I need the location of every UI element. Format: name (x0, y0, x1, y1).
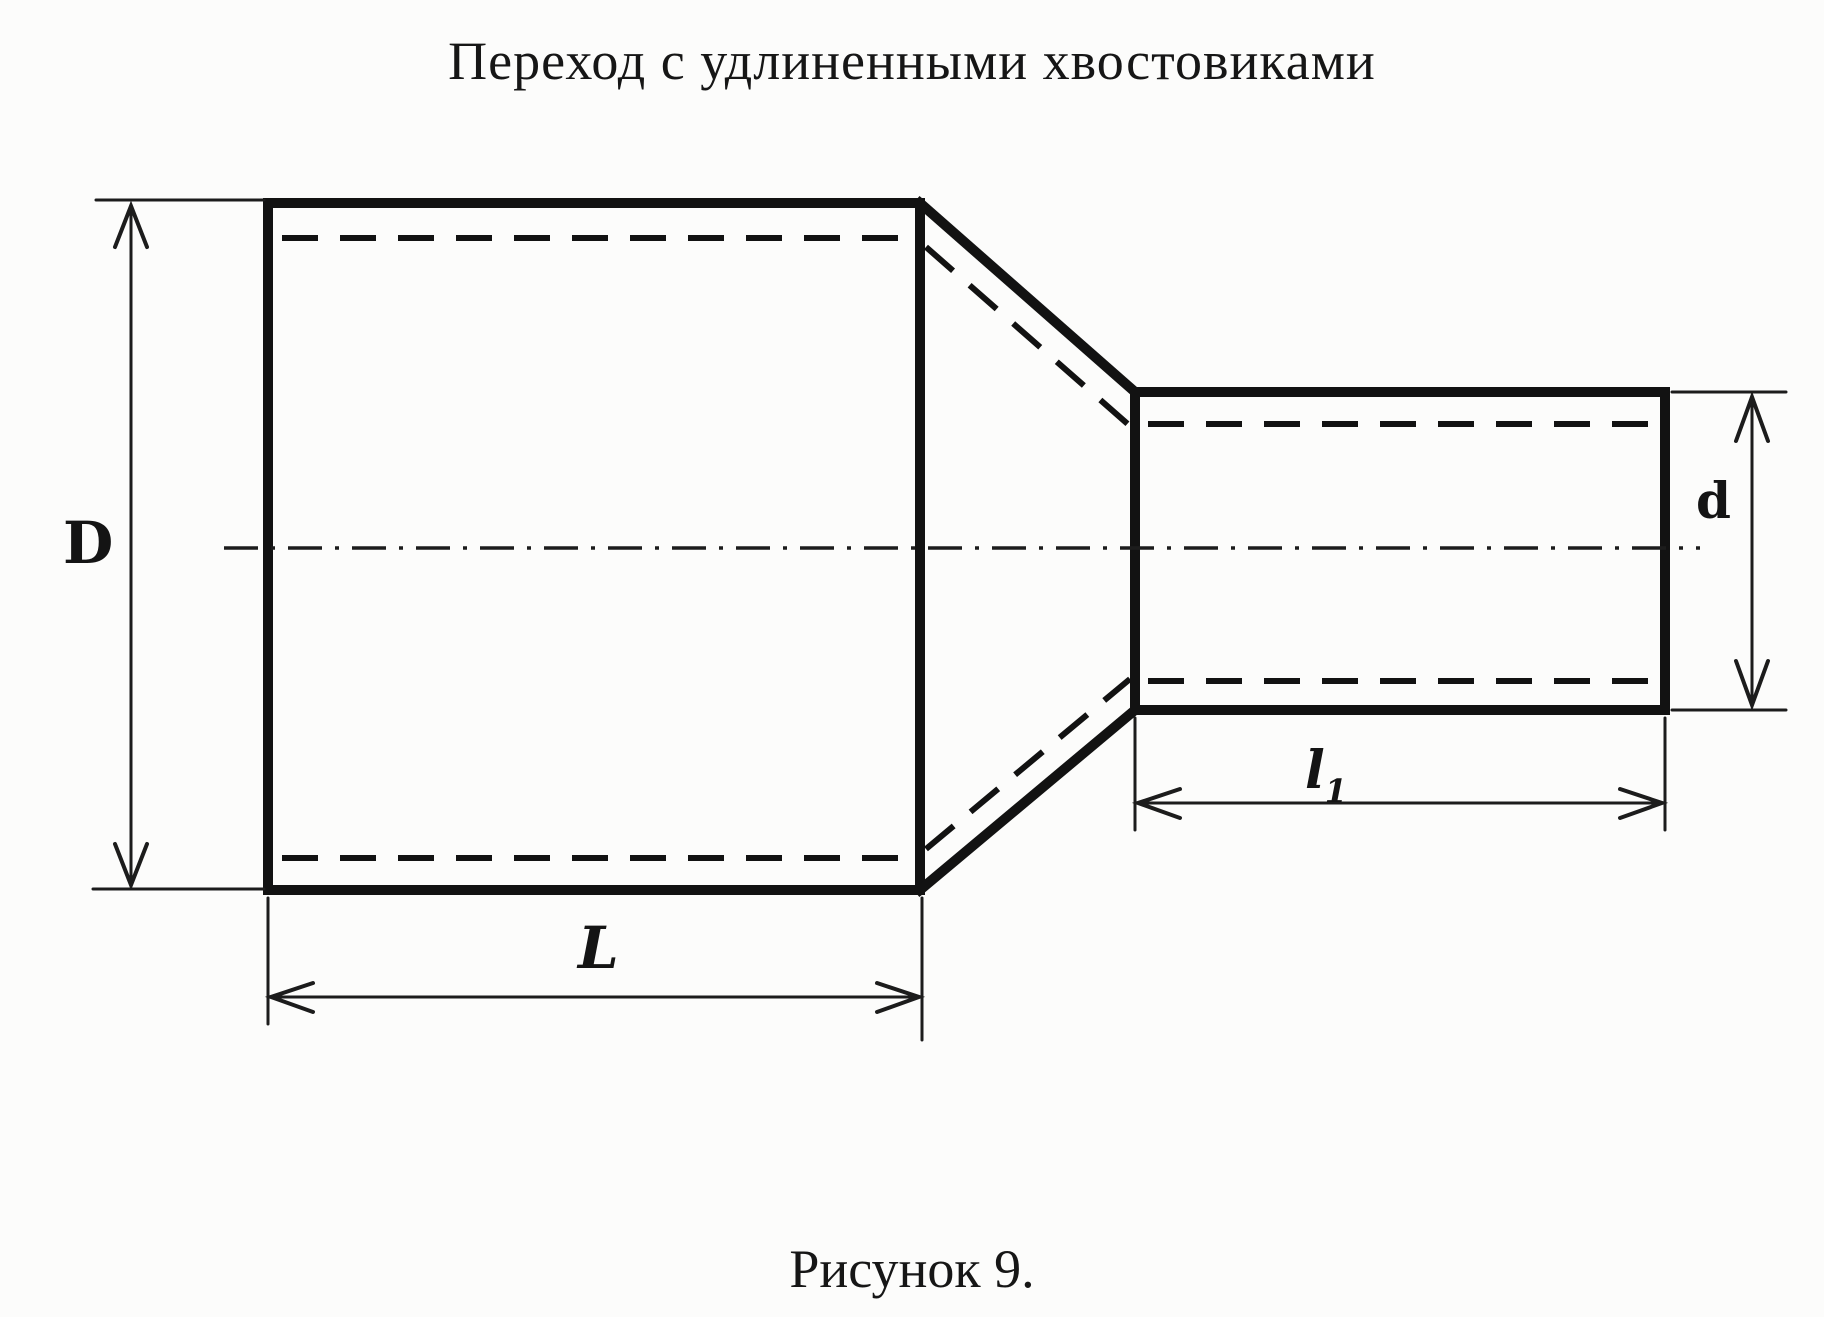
cone-outline-top (920, 203, 1135, 392)
small-diameter-label: d (1696, 471, 1731, 530)
small-length-label-base: l (1305, 740, 1325, 801)
large-diameter-label: D (63, 509, 114, 577)
dimension-D (63, 200, 264, 889)
cone-hidden-bottom (926, 679, 1130, 849)
small-length-label-subscript: 1 (1324, 772, 1348, 810)
cone-hidden-top (926, 247, 1130, 426)
large-length-label: L (578, 914, 619, 982)
small-cylinder (1135, 392, 1665, 710)
dimension-l1 (1135, 718, 1665, 830)
small-length-label (1305, 740, 1347, 810)
dimension-d (1672, 392, 1786, 710)
figure-caption: Рисунок 9. (789, 1239, 1035, 1299)
cone-outline-bottom (920, 710, 1135, 890)
dimension-L (268, 898, 922, 1040)
drawing-title: Переход с удлиненными хвостовиками (448, 31, 1376, 91)
